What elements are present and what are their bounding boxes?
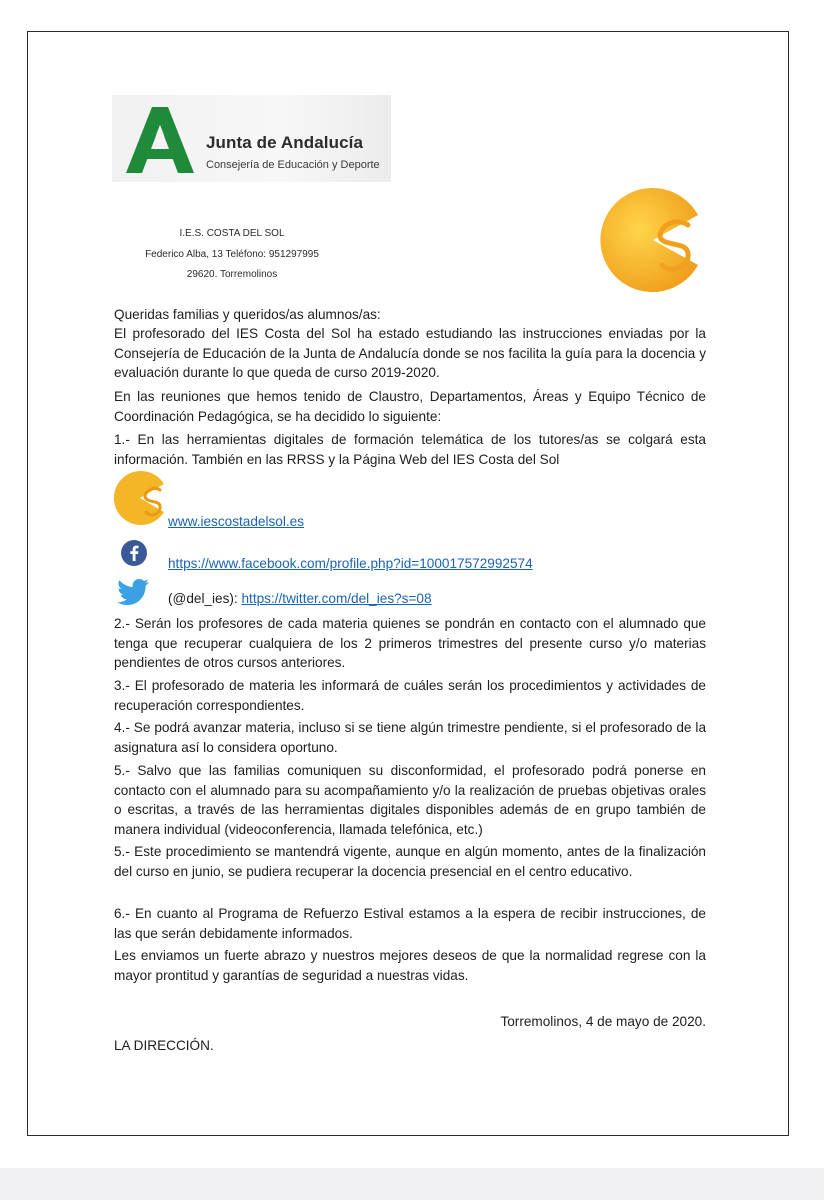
- signature: LA DIRECCIÓN.: [114, 1038, 214, 1053]
- twitter-link[interactable]: https://twitter.com/del_ies?s=08: [241, 591, 432, 606]
- twitter-handle: (@del_ies):: [168, 591, 242, 606]
- screen-bottom-bar: [0, 1168, 824, 1200]
- greeting: Queridas familias y queridos/as alumnos/as:: [114, 307, 381, 322]
- junta-andalucia-logo-icon: [120, 103, 198, 175]
- school-address: [112, 224, 352, 286]
- twitter-icon[interactable]: [116, 578, 150, 608]
- school-logo-small-icon: [112, 470, 168, 526]
- junta-andalucia-header: [112, 95, 391, 182]
- point-2: 2.- Serán los profesores de cada materia quienes se pondrán en contacto con el alumnado que tenga que recuperar cualquiera de los 2 primeros trimestres del presente curso y/o materias pendientes de otros cursos anteriores.: [114, 616, 706, 670]
- intro-paragraph: El profesorado del IES Costa del Sol ha estado estudiando las instrucciones enviadas por la Consejería de Educación de la Junta de Andalucía donde se nos facilita la guía para la docencia y evaluación durante lo que queda de curso 2019-2020.: [114, 326, 706, 380]
- institution-name: Junta de Andalucía: [206, 133, 364, 152]
- facebook-link[interactable]: https://www.facebook.com/profile.php?id=100017572992574: [168, 556, 533, 571]
- meetings-paragraph: En las reuniones que hemos tenido de Claustro, Departamentos, Áreas y Equipo Técnico de Coordinación Pedagógica, se ha decidido lo siguiente:: [114, 389, 706, 424]
- school-street-phone: Federico Alba, 13 Teléfono: 951297995: [145, 248, 319, 260]
- school-city: 29620. Torremolinos: [186, 269, 278, 280]
- facebook-icon[interactable]: [120, 539, 148, 567]
- point-1: 1.- En las herramientas digitales de formación telemática de los tutores/as se colgará esta información. También en las RRSS y la Página Web del IES Costa del Sol: [114, 432, 706, 467]
- letter-date: Torremolinos, 4 de mayo de 2020.: [500, 1014, 706, 1029]
- point-4: 4.- Se podrá avanzar materia, incluso si se tiene algún trimestre pendiente, si el profesorado de la asignatura así lo considera oportuno.: [114, 720, 706, 755]
- point-6: 6.- En cuanto al Programa de Refuerzo Estival estamos a la espera de recibir instrucciones, de las que serán debidamente informados.: [114, 906, 706, 941]
- point-3: 3.- El profesorado de materia les informará de cuáles serán los procedimientos y actividades de recuperación correspondientes.: [114, 678, 706, 713]
- department-name: Consejería de Educación y Deporte: [206, 159, 380, 171]
- closing-paragraph: Les enviamos un fuerte abrazo y nuestros mejores deseos de que la normalidad regrese con la mayor prontitud y garantías de seguridad a nuestras vidas.: [114, 948, 706, 983]
- school-logo-icon: [598, 185, 708, 295]
- school-name: I.E.S. COSTA DEL SOL: [179, 228, 285, 239]
- point-5a: 5.- Salvo que las familias comuniquen su disconformidad, el profesorado podrá ponerse en contacto con el alumnado para su acompañamiento y/o la realización de pruebas objetivas orales o escritas, a través de las herramientas digitales disponibles además de en grupo también de manera individual (videoconferencia, llamada telefónica, etc.): [114, 763, 706, 837]
- website-link[interactable]: www.iescostadelsol.es: [168, 514, 304, 529]
- point-5b: 5.- Este procedimiento se mantendrá vigente, aunque en algún momento, antes de la finalización del curso en junio, se pudiera recuperar la docencia presencial en el centro educativo.: [114, 844, 706, 879]
- twitter-row: [168, 591, 432, 606]
